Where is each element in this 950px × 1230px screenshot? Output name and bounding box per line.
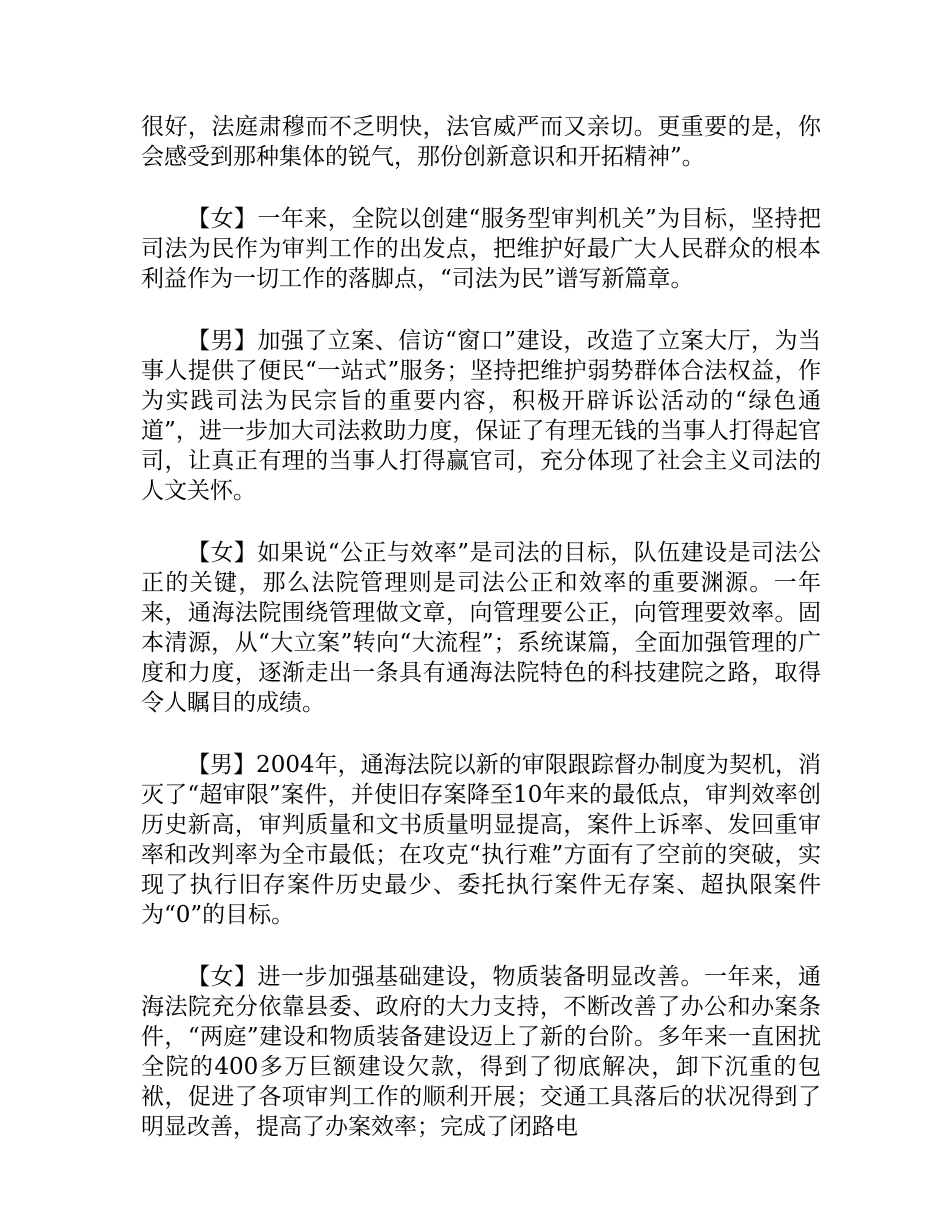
paragraph-female-1: 【女】一年来，全院以创建“服务型审判机关”为目标，坚持把司法为民作为审判工作的出发点，把维护好最广大人民群众的根本利益作为一切工作的落脚点，“司法为民”谱写新篇章。	[141, 206, 821, 292]
paragraph-female-3: 【女】进一步加强基础建设，物质装备明显改善。一年来，通海法院充分依靠县委、政府的大力支持，不断改善了办公和办案条件，“两庭”建设和物质装备建设迈上了新的台阶。多年来一直困扰全院的400多万巨额建设欠款，得到了彻底解决，卸下沉重的包袱，促进了各项审判工作的顺利开展；交通工具落后的状况得到了明显改善，提高了办案效率；完成了闭路电	[141, 964, 821, 1140]
paragraph-female-2: 【女】如果说“公正与效率”是司法的目标，队伍建设是司法公正的关键，那么法院管理则是司法公正和效率的重要渊源。一年来，通海法院围绕管理做文章，向管理要公正，向管理要效率。固本清源，从“大立案”转向“大流程”；系统谋篇，全面加强管理的广度和力度，逐渐走出一条具有通海法院特色的科技建院之路，取得令人瞩目的成绩。	[141, 540, 821, 716]
document-page	[141, 112, 821, 1174]
paragraph-continuation: 很好，法庭肃穆而不乏明快，法官威严而又亲切。更重要的是，你会感受到那种集体的锐气，那份创新意识和开拓精神”。	[141, 114, 821, 170]
paragraph-male-2: 【男】2004年，通海法院以新的审限跟踪督办制度为契机，消灭了“超审限”案件，并使旧存案降至10年来的最低点，审判效率创历史新高，审判质量和文书质量明显提高，案件上诉率、发回重审率和改判率为全市最低；在攻克“执行难”方面有了空前的突破，实现了执行旧存案件历史最少、委托执行案件无存案、超执限案件为“0”的目标。	[141, 752, 821, 928]
paragraph-male-1: 【男】加强了立案、信访“窗口”建设，改造了立案大厅，为当事人提供了便民“一站式”服务；坚持把维护弱势群体合法权益，作为实践司法为民宗旨的重要内容，积极开辟诉讼活动的“绿色通道”，进一步加大司法救助力度，保证了有理无钱的当事人打得起官司，让真正有理的当事人打得赢官司，充分体现了社会主义司法的人文关怀。	[141, 328, 821, 504]
